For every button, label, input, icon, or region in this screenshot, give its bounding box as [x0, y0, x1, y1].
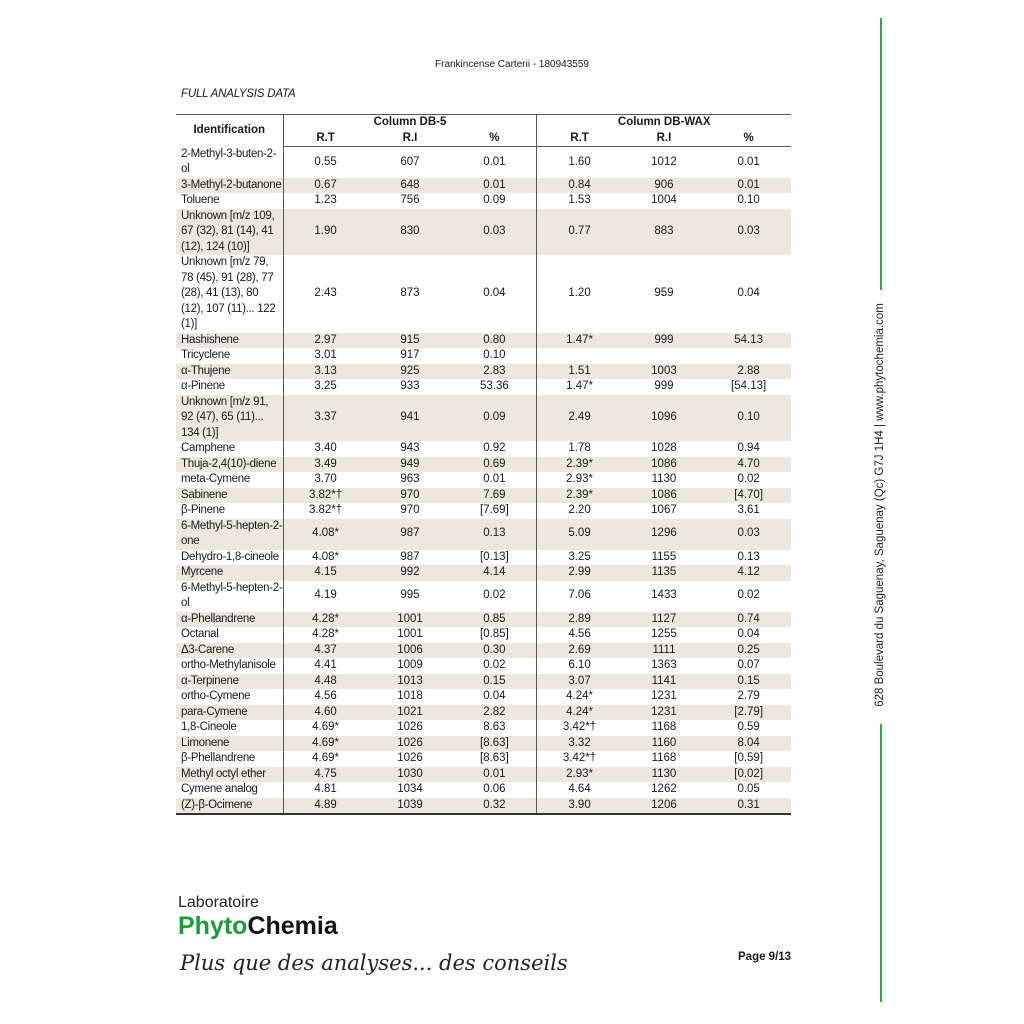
db5-pct: 0.03	[452, 209, 537, 256]
db5-pct: 2.83	[452, 364, 537, 380]
table-row	[176, 565, 791, 581]
wax-rt: 2.99	[537, 565, 622, 581]
wax-rt: 2.93*	[566, 473, 593, 485]
compound-name: α-Terpinene	[176, 674, 283, 690]
compound-name: Toluene	[176, 193, 283, 209]
db5-rt: 0.55	[314, 155, 337, 168]
wax-ri: 1363	[651, 659, 677, 671]
wax-rt: 6.10	[568, 659, 591, 671]
wax-pct: [0.59]	[734, 752, 764, 764]
table-row	[176, 178, 791, 194]
table-body	[176, 147, 791, 815]
db5-pct: 0.69	[452, 457, 537, 473]
table-row	[176, 581, 791, 612]
wax-pct: 0.10	[737, 194, 760, 206]
db5-rt: 3.70	[314, 473, 337, 485]
wax-ri	[622, 348, 707, 364]
compound-name: 6-Methyl-5-hepten-2-one	[176, 519, 283, 550]
db5-rt: 4.81	[314, 783, 337, 795]
db5-rt: 4.75	[283, 767, 368, 783]
compound-name: 1,8-Cineole	[176, 720, 283, 736]
compound-name: (Z)-β-Ocimene	[176, 798, 283, 815]
wax-pct: [54.13]	[731, 380, 767, 392]
wax-rt: 3.90	[537, 798, 622, 815]
db5-pct: 0.09	[452, 193, 537, 209]
compound-name: Unknown [m/z 79, 78 (45), 91 (28), 77 (28), 41 (13), 80 (12), 107 (11)... 122 (1)]	[176, 255, 283, 333]
db5-ri: 915	[368, 333, 453, 349]
wax-rt: 1.20	[568, 287, 591, 299]
db5-pct: 53.36	[452, 379, 537, 395]
wax-ri: 1168	[651, 721, 677, 733]
db5-pct: 7.69	[452, 488, 537, 504]
wax-ri: 1296	[622, 519, 707, 550]
wax-rt: 3.42*†	[562, 752, 597, 764]
compound-name: para-Cymene	[176, 705, 283, 721]
db5-pct: 0.02	[452, 658, 537, 674]
db5-ri: 648	[368, 178, 453, 194]
wax-ri: 1003	[622, 364, 707, 380]
address-contact: 628 Boulevard du Saguenay, Saguenay (Qc) G7J 1H4 | www.phytochemia.com	[874, 303, 886, 707]
wax-pct: 54.13	[706, 333, 791, 349]
wax-pct: 0.15	[706, 674, 791, 690]
compound-name: Hashishene	[176, 333, 283, 349]
green-divider-top	[880, 18, 882, 290]
db5-pct: 0.01	[452, 147, 537, 178]
wax-pct: 0.05	[737, 783, 760, 795]
wax-rt: 3.07	[537, 674, 622, 690]
wax-ri: 1155	[651, 550, 677, 563]
compound-name: 2-Methyl-3-buten-2-ol	[176, 147, 283, 178]
table-row	[176, 643, 791, 659]
page-number: Page 9/13	[738, 951, 792, 963]
compound-name: ortho-Cymene	[176, 689, 283, 705]
wax-ri: 1012	[651, 155, 677, 168]
wax-rt: 2.69	[537, 643, 622, 659]
table-row	[176, 457, 791, 473]
wax-ri: 1127	[622, 612, 707, 628]
compound-name: Thuja-2,4(10)-diene	[176, 457, 283, 473]
wax-pct: 8.04	[706, 736, 791, 752]
db5-pct: 0.02	[452, 581, 537, 612]
compound-name: Methyl octyl ether	[176, 767, 283, 783]
wax-rt: 1.78	[568, 442, 591, 454]
db5-ri: 1009	[397, 659, 423, 671]
wax-ri: 1255	[651, 628, 677, 640]
db5-ri: 925	[368, 364, 453, 380]
db5-pct: 0.04	[452, 255, 537, 333]
db5-rt: 4.69*	[283, 736, 368, 752]
table-row	[176, 333, 791, 349]
db5-pct: [7.69]	[452, 503, 537, 519]
wax-pct: 0.31	[706, 798, 791, 815]
db5-ri: 1001	[368, 612, 453, 628]
table-row	[176, 612, 791, 628]
db5-pct: 0.13	[452, 519, 537, 550]
table-row	[176, 395, 791, 442]
db5-ri: 917	[400, 349, 420, 361]
wax-rt: 4.56	[568, 628, 591, 640]
header-identification: Identification	[176, 115, 283, 147]
table-row	[176, 798, 791, 815]
db5-pct: [8.63]	[452, 751, 537, 767]
slogan: Plus que des analyses... des conseils	[180, 951, 568, 975]
wax-pct: 0.94	[737, 442, 760, 454]
wax-ri: 959	[654, 287, 674, 299]
compound-name: Cymene analog	[176, 782, 283, 798]
wax-ri: 999	[654, 380, 674, 392]
table-row	[176, 348, 791, 364]
wax-rt: 4.24*	[537, 705, 622, 721]
db5-ri: 1039	[368, 798, 453, 815]
db5-pct: [0.85]	[452, 627, 537, 643]
document-title: Frankincense Carterii - 180943559	[435, 59, 589, 70]
wax-pct: 0.74	[706, 612, 791, 628]
db5-pct: 2.82	[452, 705, 537, 721]
wax-ri: 883	[622, 209, 707, 256]
db5-pct: 0.85	[452, 612, 537, 628]
db5-rt: 4.69*	[312, 721, 339, 733]
wax-rt: 1.47*	[566, 380, 593, 392]
wax-ri: 1160	[622, 736, 707, 752]
db5-rt: 4.28*	[283, 612, 368, 628]
analysis-table	[176, 114, 791, 815]
wax-ri: 1086	[622, 488, 707, 504]
db5-ri: 1021	[368, 705, 453, 721]
db5-ri: 1030	[368, 767, 453, 783]
wax-pct: 0.01	[737, 155, 760, 168]
header-rt: R.T	[283, 131, 368, 147]
db5-rt: 4.41	[314, 659, 337, 671]
header-rt: R.T	[537, 131, 622, 147]
table-row	[176, 193, 791, 209]
db5-ri: 873	[400, 287, 420, 299]
db5-pct: [0.13]	[452, 550, 537, 566]
table-row	[176, 550, 791, 566]
wax-pct: 4.12	[706, 565, 791, 581]
compound-name: ortho-Methylanisole	[176, 658, 283, 674]
db5-rt: 3.82*†	[308, 504, 343, 516]
db5-rt: 1.23	[314, 194, 337, 206]
compound-name: Dehydro-1,8-cineole	[176, 550, 283, 566]
table-row	[176, 674, 791, 690]
wax-pct: [0.02]	[706, 767, 791, 783]
table-row	[176, 658, 791, 674]
db5-rt: 2.97	[283, 333, 368, 349]
wax-rt: 1.60	[568, 155, 591, 168]
wax-ri: 1231	[651, 690, 677, 702]
wax-pct: 0.03	[706, 209, 791, 256]
db5-pct: 0.06	[452, 782, 537, 798]
header-ri: R.I	[368, 131, 453, 147]
wax-ri: 1086	[622, 457, 707, 473]
header-pct: %	[706, 131, 791, 147]
wax-pct: 0.25	[706, 643, 791, 659]
table-row	[176, 147, 791, 178]
db5-rt: 3.37	[283, 395, 368, 442]
logo-laboratoire: Laboratoire	[178, 894, 259, 911]
compound-name: Myrcene	[176, 565, 283, 581]
wax-ri: 1028	[651, 442, 677, 454]
db5-rt: 3.40	[314, 442, 337, 454]
db5-rt: 4.19	[314, 589, 337, 602]
db5-ri: 1013	[368, 674, 453, 690]
db5-pct: 0.01	[452, 472, 537, 488]
table-row	[176, 364, 791, 380]
table-row	[176, 767, 791, 783]
green-divider-bottom	[880, 724, 882, 1002]
compound-name: Tricyclene	[176, 348, 283, 364]
wax-rt: 2.93*	[537, 767, 622, 783]
db5-rt: 4.37	[283, 643, 368, 659]
wax-pct: 3.61	[737, 504, 760, 516]
table-row	[176, 705, 791, 721]
compound-name: Δ3-Carene	[176, 643, 283, 659]
db5-rt: 3.13	[283, 364, 368, 380]
wax-rt: 5.09	[537, 519, 622, 550]
db5-ri: 1026	[397, 752, 423, 764]
compound-name: Camphene	[176, 441, 283, 457]
wax-rt: 2.20	[568, 504, 591, 516]
compound-name: α-Phellandrene	[176, 612, 283, 628]
db5-rt: 3.49	[283, 457, 368, 473]
wax-pct: [2.79]	[706, 705, 791, 721]
wax-rt: 0.84	[537, 178, 622, 194]
logo-chemia: Chemia	[247, 912, 338, 940]
compound-name: meta-Cymene	[176, 472, 283, 488]
table-row	[176, 689, 791, 705]
wax-ri: 1130	[622, 767, 707, 783]
header-pct: %	[452, 131, 537, 147]
db5-ri: 756	[400, 194, 420, 206]
db5-rt: 3.01	[314, 349, 337, 361]
db5-pct: 0.04	[452, 689, 537, 705]
wax-ri: 1130	[651, 473, 677, 485]
wax-rt: 2.89	[537, 612, 622, 628]
wax-ri: 999	[622, 333, 707, 349]
db5-ri: 992	[368, 565, 453, 581]
table-row	[176, 379, 791, 395]
db5-pct: 0.01	[452, 178, 537, 194]
db5-rt: 0.67	[283, 178, 368, 194]
db5-pct: 0.15	[452, 674, 537, 690]
wax-pct	[706, 348, 791, 364]
wax-ri: 1231	[622, 705, 707, 721]
db5-rt: 4.56	[314, 690, 337, 702]
table-row	[176, 720, 791, 736]
wax-rt: 2.39*	[537, 488, 622, 504]
wax-rt: 3.42*†	[562, 721, 597, 733]
wax-ri: 1168	[651, 752, 677, 764]
db5-ri: 943	[400, 442, 420, 454]
db5-ri: 1018	[397, 690, 423, 702]
compound-name: Unknown [m/z 91, 92 (47), 65 (11)... 134 (1)]	[176, 395, 283, 442]
compound-name: β-Pinene	[176, 503, 283, 519]
compound-name: α-Pinene	[176, 379, 283, 395]
compound-name: Unknown [m/z 109, 67 (32), 81 (14), 41 (12), 124 (10)]	[176, 209, 283, 256]
db5-ri: 933	[400, 380, 420, 392]
table-row	[176, 488, 791, 504]
wax-pct: 0.02	[737, 589, 760, 602]
wax-rt	[537, 348, 622, 364]
db5-ri: 1006	[368, 643, 453, 659]
wax-pct: 0.04	[737, 628, 760, 640]
compound-name: 6-Methyl-5-hepten-2-ol	[176, 581, 283, 612]
wax-pct: [4.70]	[706, 488, 791, 504]
wax-pct: 0.02	[737, 473, 760, 485]
wax-pct: 0.03	[706, 519, 791, 550]
table-row	[176, 255, 791, 333]
wax-rt: 3.25	[568, 550, 591, 563]
db5-ri: 995	[400, 589, 420, 602]
wax-pct: 0.04	[737, 287, 760, 299]
wax-rt: 1.51	[537, 364, 622, 380]
db5-rt: 4.60	[283, 705, 368, 721]
db5-ri: 941	[368, 395, 453, 442]
wax-pct: 2.79	[737, 690, 760, 702]
db5-rt: 4.08*	[312, 550, 339, 563]
wax-ri: 906	[622, 178, 707, 194]
wax-rt: 3.32	[537, 736, 622, 752]
db5-rt: 4.89	[283, 798, 368, 815]
table-row	[176, 209, 791, 256]
wax-ri: 1141	[622, 674, 707, 690]
db5-rt: 3.82*†	[283, 488, 368, 504]
db5-pct: 0.09	[452, 395, 537, 442]
db5-rt: 4.48	[283, 674, 368, 690]
db5-ri: 963	[400, 473, 420, 485]
wax-rt: 7.06	[568, 589, 591, 602]
wax-rt: 0.77	[537, 209, 622, 256]
table-row	[176, 472, 791, 488]
db5-ri: 1026	[368, 736, 453, 752]
db5-ri: 949	[368, 457, 453, 473]
wax-ri: 1067	[651, 504, 677, 516]
wax-pct: 0.10	[706, 395, 791, 442]
db5-pct: 0.92	[452, 441, 537, 457]
db5-rt: 4.28*	[312, 628, 339, 640]
db5-pct: 0.10	[452, 348, 537, 364]
db5-ri: 970	[400, 504, 420, 516]
db5-ri: 1034	[397, 783, 423, 795]
section-heading: FULL ANALYSIS DATA	[181, 88, 296, 100]
wax-pct: 0.13	[737, 550, 760, 563]
db5-rt: 2.43	[314, 287, 337, 299]
db5-ri: 987	[368, 519, 453, 550]
table-row	[176, 441, 791, 457]
wax-pct: 2.88	[706, 364, 791, 380]
wax-rt: 1.47*	[537, 333, 622, 349]
db5-ri: 970	[368, 488, 453, 504]
db5-rt: 4.15	[283, 565, 368, 581]
header-ri: R.I	[622, 131, 707, 147]
table-row	[176, 503, 791, 519]
logo-phyto: Phyto	[178, 912, 248, 940]
wax-pct: 4.70	[706, 457, 791, 473]
compound-name: Limonene	[176, 736, 283, 752]
db5-ri: 830	[368, 209, 453, 256]
wax-ri: 1111	[622, 643, 707, 659]
table-row	[176, 627, 791, 643]
compound-name: α-Thujene	[176, 364, 283, 380]
db5-pct: 4.14	[452, 565, 537, 581]
compound-name: 3-Methyl-2-butanone	[176, 178, 283, 194]
db5-pct: 0.80	[452, 333, 537, 349]
compound-name: Sabinene	[176, 488, 283, 504]
wax-pct: 0.59	[737, 721, 760, 733]
wax-rt: 2.49	[537, 395, 622, 442]
db5-rt: 4.08*	[283, 519, 368, 550]
db5-pct: 0.01	[452, 767, 537, 783]
wax-ri: 1004	[651, 194, 677, 206]
wax-pct: 0.07	[737, 659, 760, 671]
table-row	[176, 782, 791, 798]
wax-ri: 1096	[622, 395, 707, 442]
wax-pct: 0.01	[706, 178, 791, 194]
db5-pct: 0.30	[452, 643, 537, 659]
db5-pct: 0.32	[452, 798, 537, 815]
db5-pct: [8.63]	[452, 736, 537, 752]
wax-ri: 1433	[651, 589, 677, 602]
wax-rt: 1.53	[568, 194, 591, 206]
wax-rt: 4.24*	[566, 690, 593, 702]
db5-pct: 8.63	[452, 720, 537, 736]
db5-ri: 987	[400, 550, 420, 563]
wax-ri: 1135	[622, 565, 707, 581]
wax-ri: 1262	[651, 783, 677, 795]
wax-ri: 1206	[622, 798, 707, 815]
header-column-db5: Column DB-5	[283, 115, 537, 131]
wax-rt: 4.64	[568, 783, 591, 795]
table-row	[176, 751, 791, 767]
db5-rt: 4.69*	[312, 752, 339, 764]
compound-name: β-Phellandrene	[176, 751, 283, 767]
db5-ri: 1001	[397, 628, 423, 640]
db5-rt: 1.90	[283, 209, 368, 256]
table-row	[176, 736, 791, 752]
db5-ri: 607	[400, 155, 420, 168]
header-column-dbwax: Column DB-WAX	[537, 115, 791, 131]
wax-rt: 2.39*	[537, 457, 622, 473]
phytochemia-logo	[178, 894, 338, 940]
db5-rt: 3.25	[314, 380, 337, 392]
table-row	[176, 519, 791, 550]
compound-name: Octanal	[176, 627, 283, 643]
db5-ri: 1026	[397, 721, 423, 733]
